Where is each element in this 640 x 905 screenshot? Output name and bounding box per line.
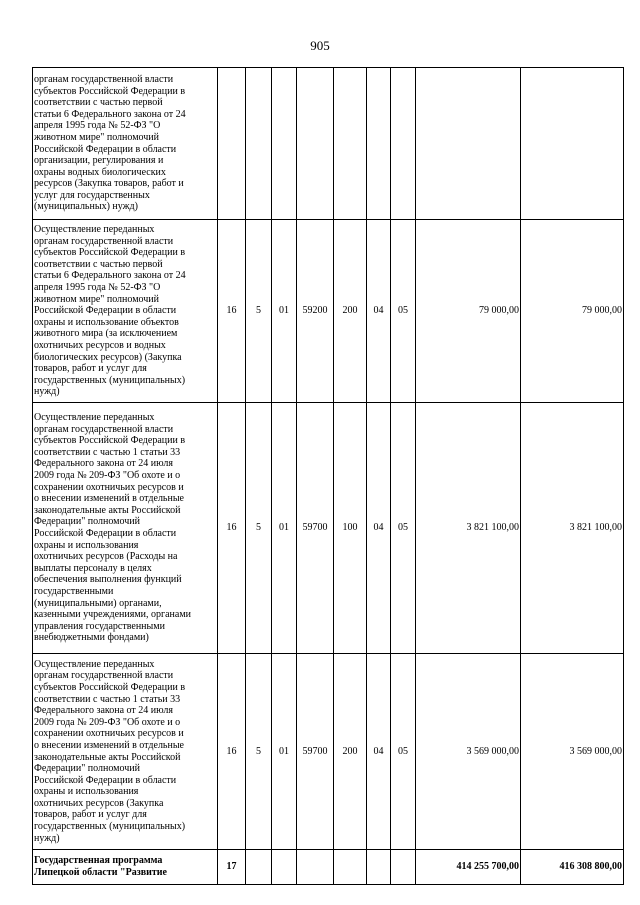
description-line: животном мире" полномочий bbox=[34, 131, 160, 143]
description-line: о внесении изменений в отдельные bbox=[34, 493, 184, 505]
table-row bbox=[33, 403, 624, 654]
cell-code-5 bbox=[334, 850, 367, 885]
description-line: апреля 1995 года № 52-ФЗ "О bbox=[34, 120, 161, 132]
description-line: охраны и использования bbox=[34, 786, 139, 798]
cell-code-5: 200 bbox=[334, 220, 367, 403]
description-line: государственными bbox=[34, 585, 114, 597]
description-line: субъектов Российской Федерации в bbox=[34, 435, 186, 447]
description-line: соответствии с частью 1 статьи 33 bbox=[34, 446, 181, 458]
cell-amount1 bbox=[416, 68, 521, 220]
cell-description bbox=[33, 220, 218, 403]
cell-code-1: 16 bbox=[218, 654, 246, 850]
description-line: государственных (муниципальных) bbox=[34, 374, 186, 386]
budget-table bbox=[32, 67, 624, 885]
description-line: Осуществление переданных bbox=[34, 412, 155, 424]
description-line: Осуществление переданных bbox=[34, 658, 155, 670]
table-row-total bbox=[33, 850, 624, 885]
cell-code-5 bbox=[334, 68, 367, 220]
description-line: товаров, работ и услуг для bbox=[34, 809, 147, 821]
cell-code-3 bbox=[272, 68, 297, 220]
description-line: сохранении охотничьих ресурсов и bbox=[34, 728, 184, 740]
cell-code-3: 01 bbox=[272, 654, 297, 850]
cell-code-5: 200 bbox=[334, 654, 367, 850]
description-line: государственных (муниципальных) bbox=[34, 821, 186, 833]
description-line: субъектов Российской Федерации в bbox=[34, 85, 186, 97]
description-line: апреля 1995 года № 52-ФЗ "О bbox=[34, 282, 161, 294]
cell-code-1 bbox=[218, 68, 246, 220]
description-line: (муниципальных) нужд) bbox=[34, 201, 138, 213]
cell-code-6: 04 bbox=[367, 220, 391, 403]
description-line: сохранении охотничьих ресурсов и bbox=[34, 481, 184, 493]
description-line: Федерального закона от 24 июля bbox=[34, 705, 173, 717]
description-line: соответствии с частью первой bbox=[34, 97, 163, 109]
cell-code-2 bbox=[246, 850, 272, 885]
cell-code-6 bbox=[367, 850, 391, 885]
cell-amount1: 79 000,00 bbox=[416, 220, 521, 403]
description-line: охраны водных биологических bbox=[34, 166, 166, 178]
description-line: статьи 6 Федерального закона от 24 bbox=[34, 270, 186, 282]
table-row bbox=[33, 68, 624, 220]
description-line: Федерации" полномочий bbox=[34, 763, 140, 775]
description-line: обеспечения выполнения функций bbox=[34, 574, 182, 586]
cell-amount1: 3 569 000,00 bbox=[416, 654, 521, 850]
description-line: органам государственной власти bbox=[34, 423, 174, 435]
cell-code-6: 04 bbox=[367, 403, 391, 654]
description-line: нужд) bbox=[34, 832, 60, 844]
description-line: ресурсов (Закупка товаров, работ и bbox=[34, 178, 184, 190]
description-line: охраны и использования bbox=[34, 539, 139, 551]
cell-code-3 bbox=[272, 850, 297, 885]
description-line: выплаты персоналу в целях bbox=[34, 562, 152, 574]
description-line: Российской Федерации в области bbox=[34, 143, 177, 155]
description-line: законодательные акты Российской bbox=[34, 504, 181, 516]
description-line: о внесении изменений в отдельные bbox=[34, 739, 184, 751]
description-line: биологических ресурсов) (Закупка bbox=[34, 351, 182, 363]
cell-code-5: 100 bbox=[334, 403, 367, 654]
cell-code-2: 5 bbox=[246, 220, 272, 403]
description-line: Федерального закона от 24 июля bbox=[34, 458, 173, 470]
cell-code-6 bbox=[367, 68, 391, 220]
description-line: охотничьих ресурсов (Закупка bbox=[34, 797, 164, 809]
cell-code-7 bbox=[391, 68, 416, 220]
cell-amount2: 79 000,00 bbox=[521, 220, 624, 403]
cell-code-4: 59700 bbox=[297, 403, 334, 654]
cell-description bbox=[33, 654, 218, 850]
cell-amount2: 416 308 800,00 bbox=[521, 850, 624, 885]
description-line: организации, регулирования и bbox=[34, 155, 164, 167]
cell-code-4 bbox=[297, 850, 334, 885]
cell-code-4: 59200 bbox=[297, 220, 334, 403]
description-line: управления государственными bbox=[34, 620, 165, 632]
cell-code-7: 05 bbox=[391, 654, 416, 850]
description-line: органам государственной власти bbox=[34, 670, 174, 682]
description-line: Российской Федерации в области bbox=[34, 774, 177, 786]
cell-code-2: 5 bbox=[246, 654, 272, 850]
description-line: соответствии с частью первой bbox=[34, 258, 163, 270]
description-line: органам государственной власти bbox=[34, 73, 174, 85]
cell-code-2 bbox=[246, 68, 272, 220]
cell-code-7: 05 bbox=[391, 220, 416, 403]
description-line: Государственная программа bbox=[34, 855, 163, 867]
cell-amount2: 3 821 100,00 bbox=[521, 403, 624, 654]
description-line: 2009 года № 209-ФЗ "Об охоте и о bbox=[34, 470, 181, 482]
cell-code-3: 01 bbox=[272, 220, 297, 403]
cell-description bbox=[33, 403, 218, 654]
cell-code-2: 5 bbox=[246, 403, 272, 654]
cell-amount2: 3 569 000,00 bbox=[521, 654, 624, 850]
description-line: Липецкой области "Развитие bbox=[34, 867, 167, 878]
description-line: охотничьих ресурсов и водных bbox=[34, 339, 166, 351]
description-line: товаров, работ и услуг для bbox=[34, 363, 147, 375]
description-line: законодательные акты Российской bbox=[34, 751, 181, 763]
description-line: внебюджетными фондами) bbox=[34, 632, 149, 644]
description-line: Российской Федерации в области bbox=[34, 528, 177, 539]
description-line: соответствии с частью 1 статьи 33 bbox=[34, 693, 181, 705]
cell-amount1: 3 821 100,00 bbox=[416, 403, 521, 654]
description-line: животного мира (за исключением bbox=[34, 328, 178, 340]
description-line: услуг для государственных bbox=[34, 189, 150, 201]
cell-amount1: 414 255 700,00 bbox=[416, 850, 521, 885]
table-row bbox=[33, 654, 624, 850]
cell-code-1: 16 bbox=[218, 403, 246, 654]
description-line: Федерации" полномочий bbox=[34, 516, 140, 528]
cell-description bbox=[33, 68, 218, 220]
description-line: субъектов Российской Федерации в bbox=[34, 247, 186, 259]
cell-code-3: 01 bbox=[272, 403, 297, 654]
description-line: животном мире" полномочий bbox=[34, 293, 160, 305]
cell-code-7 bbox=[391, 850, 416, 885]
description-line: субъектов Российской Федерации в bbox=[34, 681, 186, 693]
budget-table-body bbox=[33, 68, 624, 885]
description-line: нужд) bbox=[34, 386, 60, 398]
description-line: органам государственной власти bbox=[34, 235, 174, 247]
cell-code-7: 05 bbox=[391, 403, 416, 654]
cell-code-4 bbox=[297, 68, 334, 220]
cell-code-1: 16 bbox=[218, 220, 246, 403]
description-line: охраны и использование объектов bbox=[34, 316, 179, 328]
page-number: 905 bbox=[310, 38, 330, 53]
cell-code-6: 04 bbox=[367, 654, 391, 850]
description-line: (муниципальными) органами, bbox=[34, 597, 162, 609]
description-line: Российской Федерации в области bbox=[34, 305, 177, 317]
cell-code-1: 17 bbox=[218, 850, 246, 885]
cell-code-4: 59700 bbox=[297, 654, 334, 850]
description-line: казенными учреждениями, органами bbox=[34, 609, 192, 621]
table-row bbox=[33, 220, 624, 403]
description-line: охотничьих ресурсов (Расходы на bbox=[34, 551, 178, 563]
description-line: 2009 года № 209-ФЗ "Об охоте и о bbox=[34, 716, 181, 728]
cell-amount2 bbox=[521, 68, 624, 220]
description-line: Осуществление переданных bbox=[34, 224, 155, 236]
cell-description bbox=[33, 850, 218, 885]
description-line: статьи 6 Федерального закона от 24 bbox=[34, 108, 186, 120]
